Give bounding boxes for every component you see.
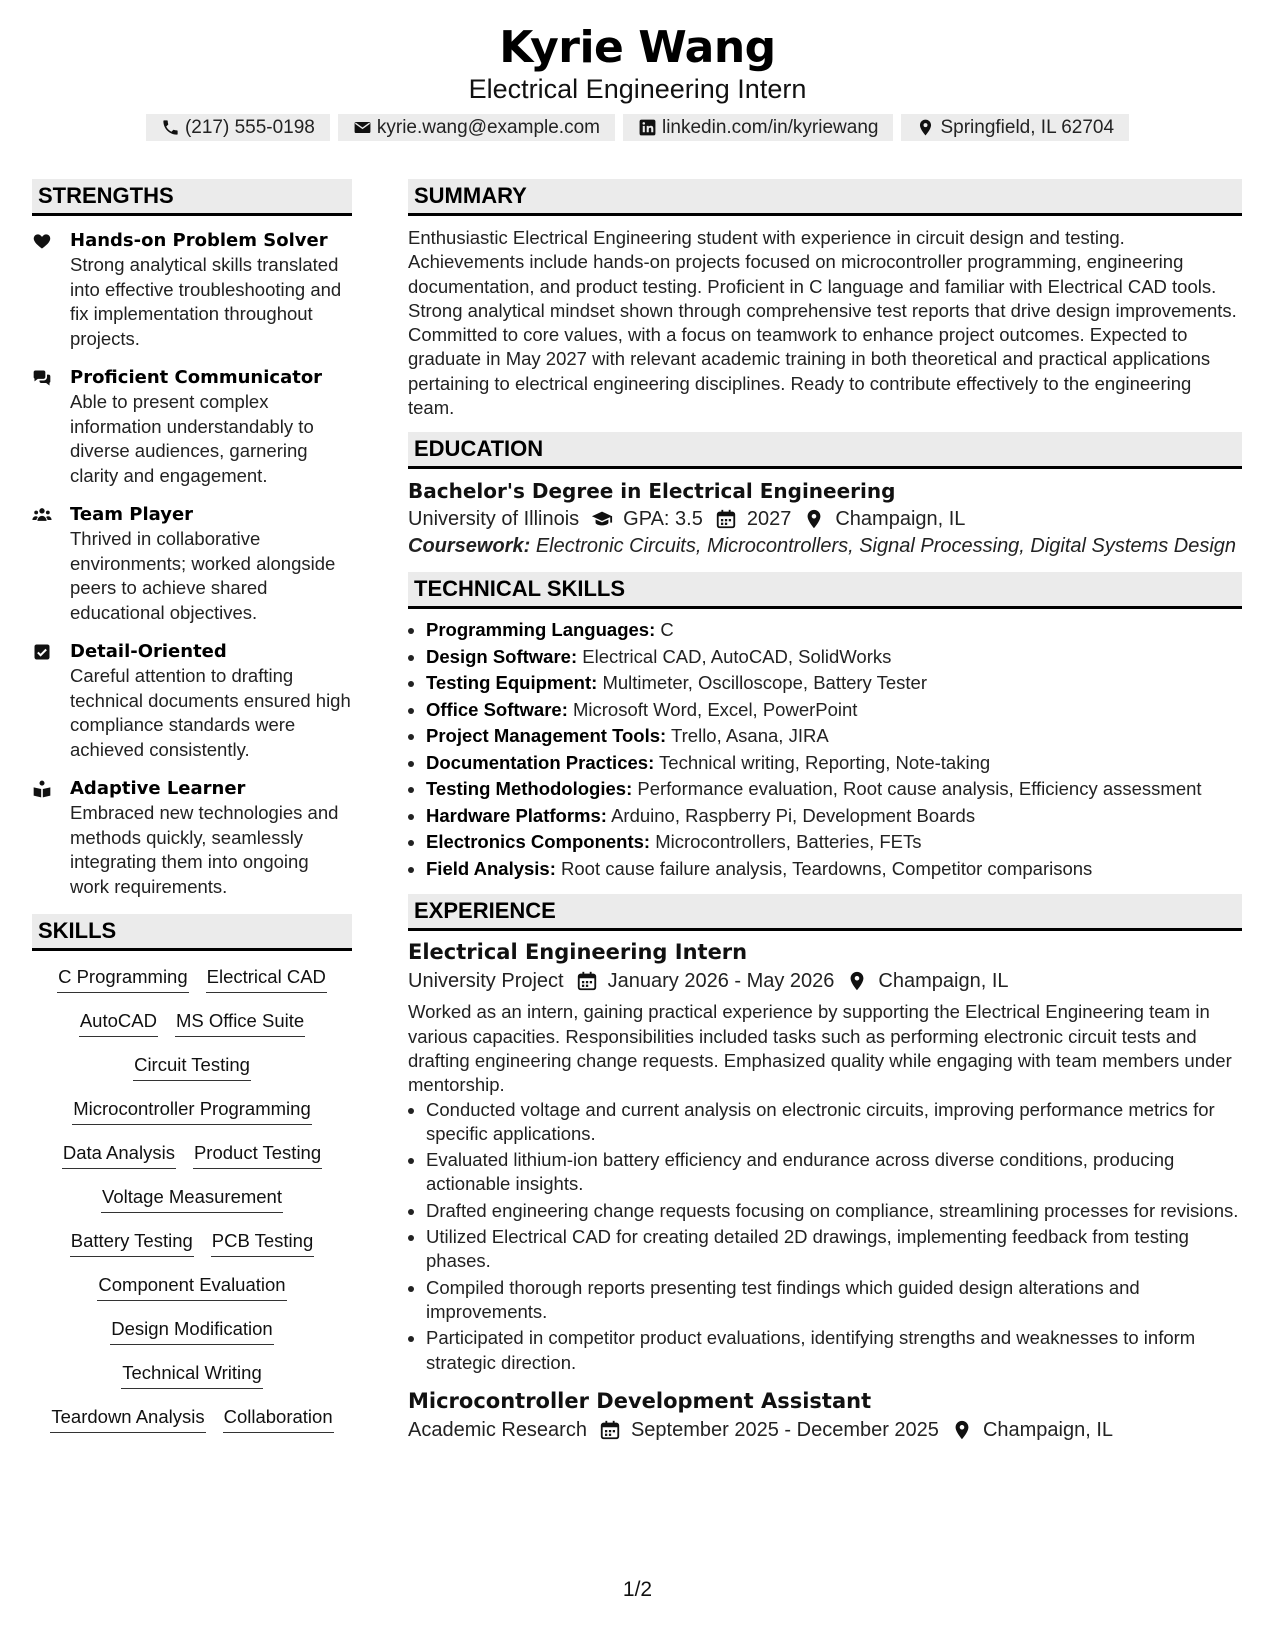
- tech-value: Trello, Asana, JIRA: [671, 725, 829, 747]
- tech-value: Technical writing, Reporting, Note-taking: [659, 751, 991, 773]
- strength-desc: Able to present complex information understandably to diverse audiences, garnering clarity and engagement.: [70, 391, 314, 486]
- list-item: [426, 723, 1242, 750]
- skill-tag: Battery Testing: [70, 1229, 194, 1257]
- experience-heading: EXPERIENCE: [408, 894, 1242, 931]
- list-item: [426, 670, 1242, 697]
- skill-tag: Component Evaluation: [97, 1273, 286, 1301]
- list-item: • Compiled thorough reports presenting test findings which guided design alterations and improvements.: [426, 1276, 1242, 1325]
- strength-desc: Strong analytical skills translated into effective troubleshooting and fix implementation throughout projects.: [70, 254, 342, 349]
- strength-title: Team Player: [70, 504, 194, 525]
- tech-value: Microsoft Word, Excel, PowerPoint: [573, 698, 858, 720]
- linkedin-icon: [638, 118, 657, 137]
- coursework: [408, 534, 1242, 558]
- education-location: Champaign, IL: [835, 508, 966, 531]
- job-dates: January 2026 - May 2026: [607, 970, 835, 993]
- summary-heading: SUMMARY: [408, 179, 1242, 216]
- skill-tag: Voltage Measurement: [101, 1185, 283, 1213]
- tech-value: Electrical CAD, AutoCAD, SolidWorks: [582, 645, 892, 667]
- list-item: [426, 617, 1242, 644]
- calendar-icon: [576, 970, 598, 992]
- list-item: [426, 856, 1242, 883]
- job-bullets: [408, 1098, 1242, 1375]
- job-org: University Project: [408, 970, 564, 993]
- school-name: University of Illinois: [408, 508, 580, 531]
- tech-label: Documentation Practices:: [426, 751, 655, 773]
- summary-text: Enthusiastic Electrical Engineering student with experience in circuit design and testing. Achievements include hands-on projects focused on microcontroller programming, engineering documentation, and product testing. Proficient in C language and familiar with Electrical CAD tools. Strong analytical mindset shown through comprehensive test reports that drive design improvements. Committed to core values, with a focus on teamwork to enhance project outcomes. Expected to graduate in May 2027 with relevant academic training in both theoretical and practical applications pertaining to electrical engineering disciplines. Ready to contribute effectively to the engineering team.: [408, 227, 1237, 419]
- calendar-icon: [715, 508, 737, 530]
- reader-icon: [32, 777, 70, 899]
- users-icon: [32, 503, 70, 625]
- strengths-list: [32, 229, 352, 899]
- job-location: Champaign, IL: [982, 1418, 1114, 1441]
- list-item: • Drafted engineering change requests focusing on compliance, streamlining processes for revisions.: [426, 1199, 1242, 1223]
- email-text: kyrie.wang@example.com: [376, 116, 600, 138]
- contact-linkedin[interactable]: [623, 114, 894, 141]
- job-org: Academic Research: [408, 1418, 587, 1441]
- list-item: • Utilized Electrical CAD for creating detailed 2D drawings, implementing feedback from testing phases.: [426, 1225, 1242, 1274]
- contact-phone[interactable]: [146, 114, 330, 141]
- list-item: [426, 697, 1242, 724]
- tech-value: C: [660, 619, 674, 641]
- strength-item: [32, 366, 352, 488]
- strength-title: Proficient Communicator: [70, 367, 323, 388]
- map-pin-icon: [951, 1419, 973, 1441]
- technical-skills-heading: TECHNICAL SKILLS: [408, 572, 1242, 609]
- job-title: Microcontroller Development Assistant: [408, 1388, 872, 1413]
- heart-icon: [32, 229, 70, 351]
- job-dates: September 2025 - December 2025: [630, 1418, 939, 1441]
- map-pin-icon: [803, 508, 825, 530]
- contact-email[interactable]: [338, 114, 615, 141]
- job-meta: [408, 1415, 1242, 1445]
- left-column: [32, 179, 352, 1449]
- skill-tag: Teardown Analysis: [50, 1405, 205, 1433]
- list-item: • Conducted voltage and current analysis on electronic circuits, improving performance metrics for specific applications.: [426, 1098, 1242, 1147]
- candidate-title: Electrical Engineering Intern: [468, 74, 807, 104]
- gpa-text: GPA: 3.5: [623, 508, 703, 531]
- strengths-heading: STRENGTHS: [32, 179, 352, 216]
- contact-location: [901, 114, 1129, 141]
- calendar-icon: [599, 1419, 621, 1441]
- strength-desc: Embraced new technologies and methods quickly, seamlessly integrating them into ongoing work requirements.: [70, 802, 339, 897]
- skill-tag: Product Testing: [193, 1141, 322, 1169]
- coursework-list: Electronic Circuits, Microcontrollers, Signal Processing, Digital Systems Design: [535, 535, 1237, 558]
- skill-tag: PCB Testing: [211, 1229, 314, 1257]
- skill-tag: Electrical CAD: [206, 965, 327, 993]
- skills-tags: [32, 965, 352, 1449]
- tech-value: Arduino, Raspberry Pi, Development Boards: [611, 804, 976, 826]
- strength-desc: Careful attention to drafting technical documents ensured high compliance standards were achieved consistently.: [70, 665, 351, 760]
- list-item: [426, 803, 1242, 830]
- coursework-label: Coursework:: [408, 535, 531, 558]
- strength-title: Hands-on Problem Solver: [70, 230, 328, 251]
- right-column: [408, 179, 1242, 1445]
- job-entry: [408, 1387, 1242, 1445]
- strength-title: Detail-Oriented: [70, 641, 227, 662]
- skills-heading: SKILLS: [32, 914, 352, 951]
- map-pin-icon: [916, 118, 935, 137]
- strength-desc: Thrived in collaborative environments; worked alongside peers to achieve shared educational objectives.: [70, 528, 336, 623]
- strength-item: [32, 777, 352, 899]
- list-item: [426, 644, 1242, 671]
- tech-value: Microcontrollers, Batteries, FETs: [655, 831, 922, 853]
- skill-tag: Design Modification: [110, 1317, 273, 1345]
- skill-tag: AutoCAD: [79, 1009, 158, 1037]
- checkbox-icon: [32, 640, 70, 762]
- contact-bar: [0, 114, 1275, 141]
- linkedin-text: linkedin.com/in/kyriewang: [661, 116, 879, 138]
- list-item: [426, 776, 1242, 803]
- tech-label: Office Software:: [426, 698, 568, 720]
- chat-bubbles-icon: [32, 366, 70, 488]
- list-item: • Participated in competitor product evaluations, identifying strengths and weaknesses to inform strategic direction.: [426, 1326, 1242, 1375]
- job-entry: [408, 938, 1242, 1374]
- tech-label: Hardware Platforms:: [426, 804, 607, 826]
- skill-tag: Circuit Testing: [133, 1053, 251, 1081]
- job-location: Champaign, IL: [878, 970, 1009, 993]
- tech-label: Electronics Components:: [426, 831, 651, 853]
- education-heading: EDUCATION: [408, 432, 1242, 469]
- map-pin-icon: [846, 970, 868, 992]
- tech-value: Performance evaluation, Root cause analysis, Efficiency assessment: [637, 778, 1202, 800]
- tech-label: Design Software:: [426, 645, 578, 667]
- skill-tag: Microcontroller Programming: [72, 1097, 311, 1125]
- education-meta: [408, 504, 1242, 534]
- phone-text: (217) 555-0198: [184, 116, 315, 138]
- strength-item: [32, 640, 352, 762]
- job-title: Electrical Engineering Intern: [408, 940, 748, 965]
- candidate-name: Kyrie Wang: [499, 22, 776, 73]
- skill-tag: MS Office Suite: [175, 1009, 305, 1037]
- list-item: • Evaluated lithium-ion battery efficiency and endurance across diverse conditions, producing actionable insights.: [426, 1148, 1242, 1197]
- job-description: Worked as an intern, gaining practical experience by supporting the Electrical Engineering team in various capacities. Responsibilities included tasks such as performing electronic circuit tests and drafting engineering change requests. Emphasized quality while engaging with team members under mentorship.: [408, 1001, 1232, 1096]
- job-meta: [408, 966, 1242, 996]
- strength-item: [32, 229, 352, 351]
- strength-item: [32, 503, 352, 625]
- list-item: [426, 829, 1242, 856]
- skill-tag: Technical Writing: [121, 1361, 263, 1389]
- envelope-icon: [353, 118, 372, 137]
- tech-value: Multimeter, Oscilloscope, Battery Tester: [602, 672, 927, 694]
- strength-title: Adaptive Learner: [70, 778, 246, 799]
- tech-label: Project Management Tools:: [426, 725, 667, 747]
- degree-title: Bachelor's Degree in Electrical Engineering: [408, 479, 896, 504]
- skill-tag: Collaboration: [223, 1405, 334, 1433]
- tech-label: Field Analysis:: [426, 857, 556, 879]
- technical-skills-list: [408, 617, 1242, 882]
- tech-label: Testing Methodologies:: [426, 778, 633, 800]
- tech-value: Root cause failure analysis, Teardowns, Competitor comparisons: [561, 857, 1093, 879]
- skills-section: [32, 914, 352, 1449]
- location-text: Springfield, IL 62704: [940, 116, 1115, 138]
- skill-tag: Data Analysis: [62, 1141, 176, 1169]
- graduation-year: 2027: [746, 508, 792, 531]
- phone-icon: [161, 118, 180, 137]
- tech-label: Programming Languages:: [426, 619, 656, 641]
- page-number: 1/2: [622, 1578, 653, 1601]
- graduation-cap-icon: [591, 508, 613, 530]
- list-item: [426, 750, 1242, 777]
- skill-tag: C Programming: [57, 965, 189, 993]
- tech-label: Testing Equipment:: [426, 672, 598, 694]
